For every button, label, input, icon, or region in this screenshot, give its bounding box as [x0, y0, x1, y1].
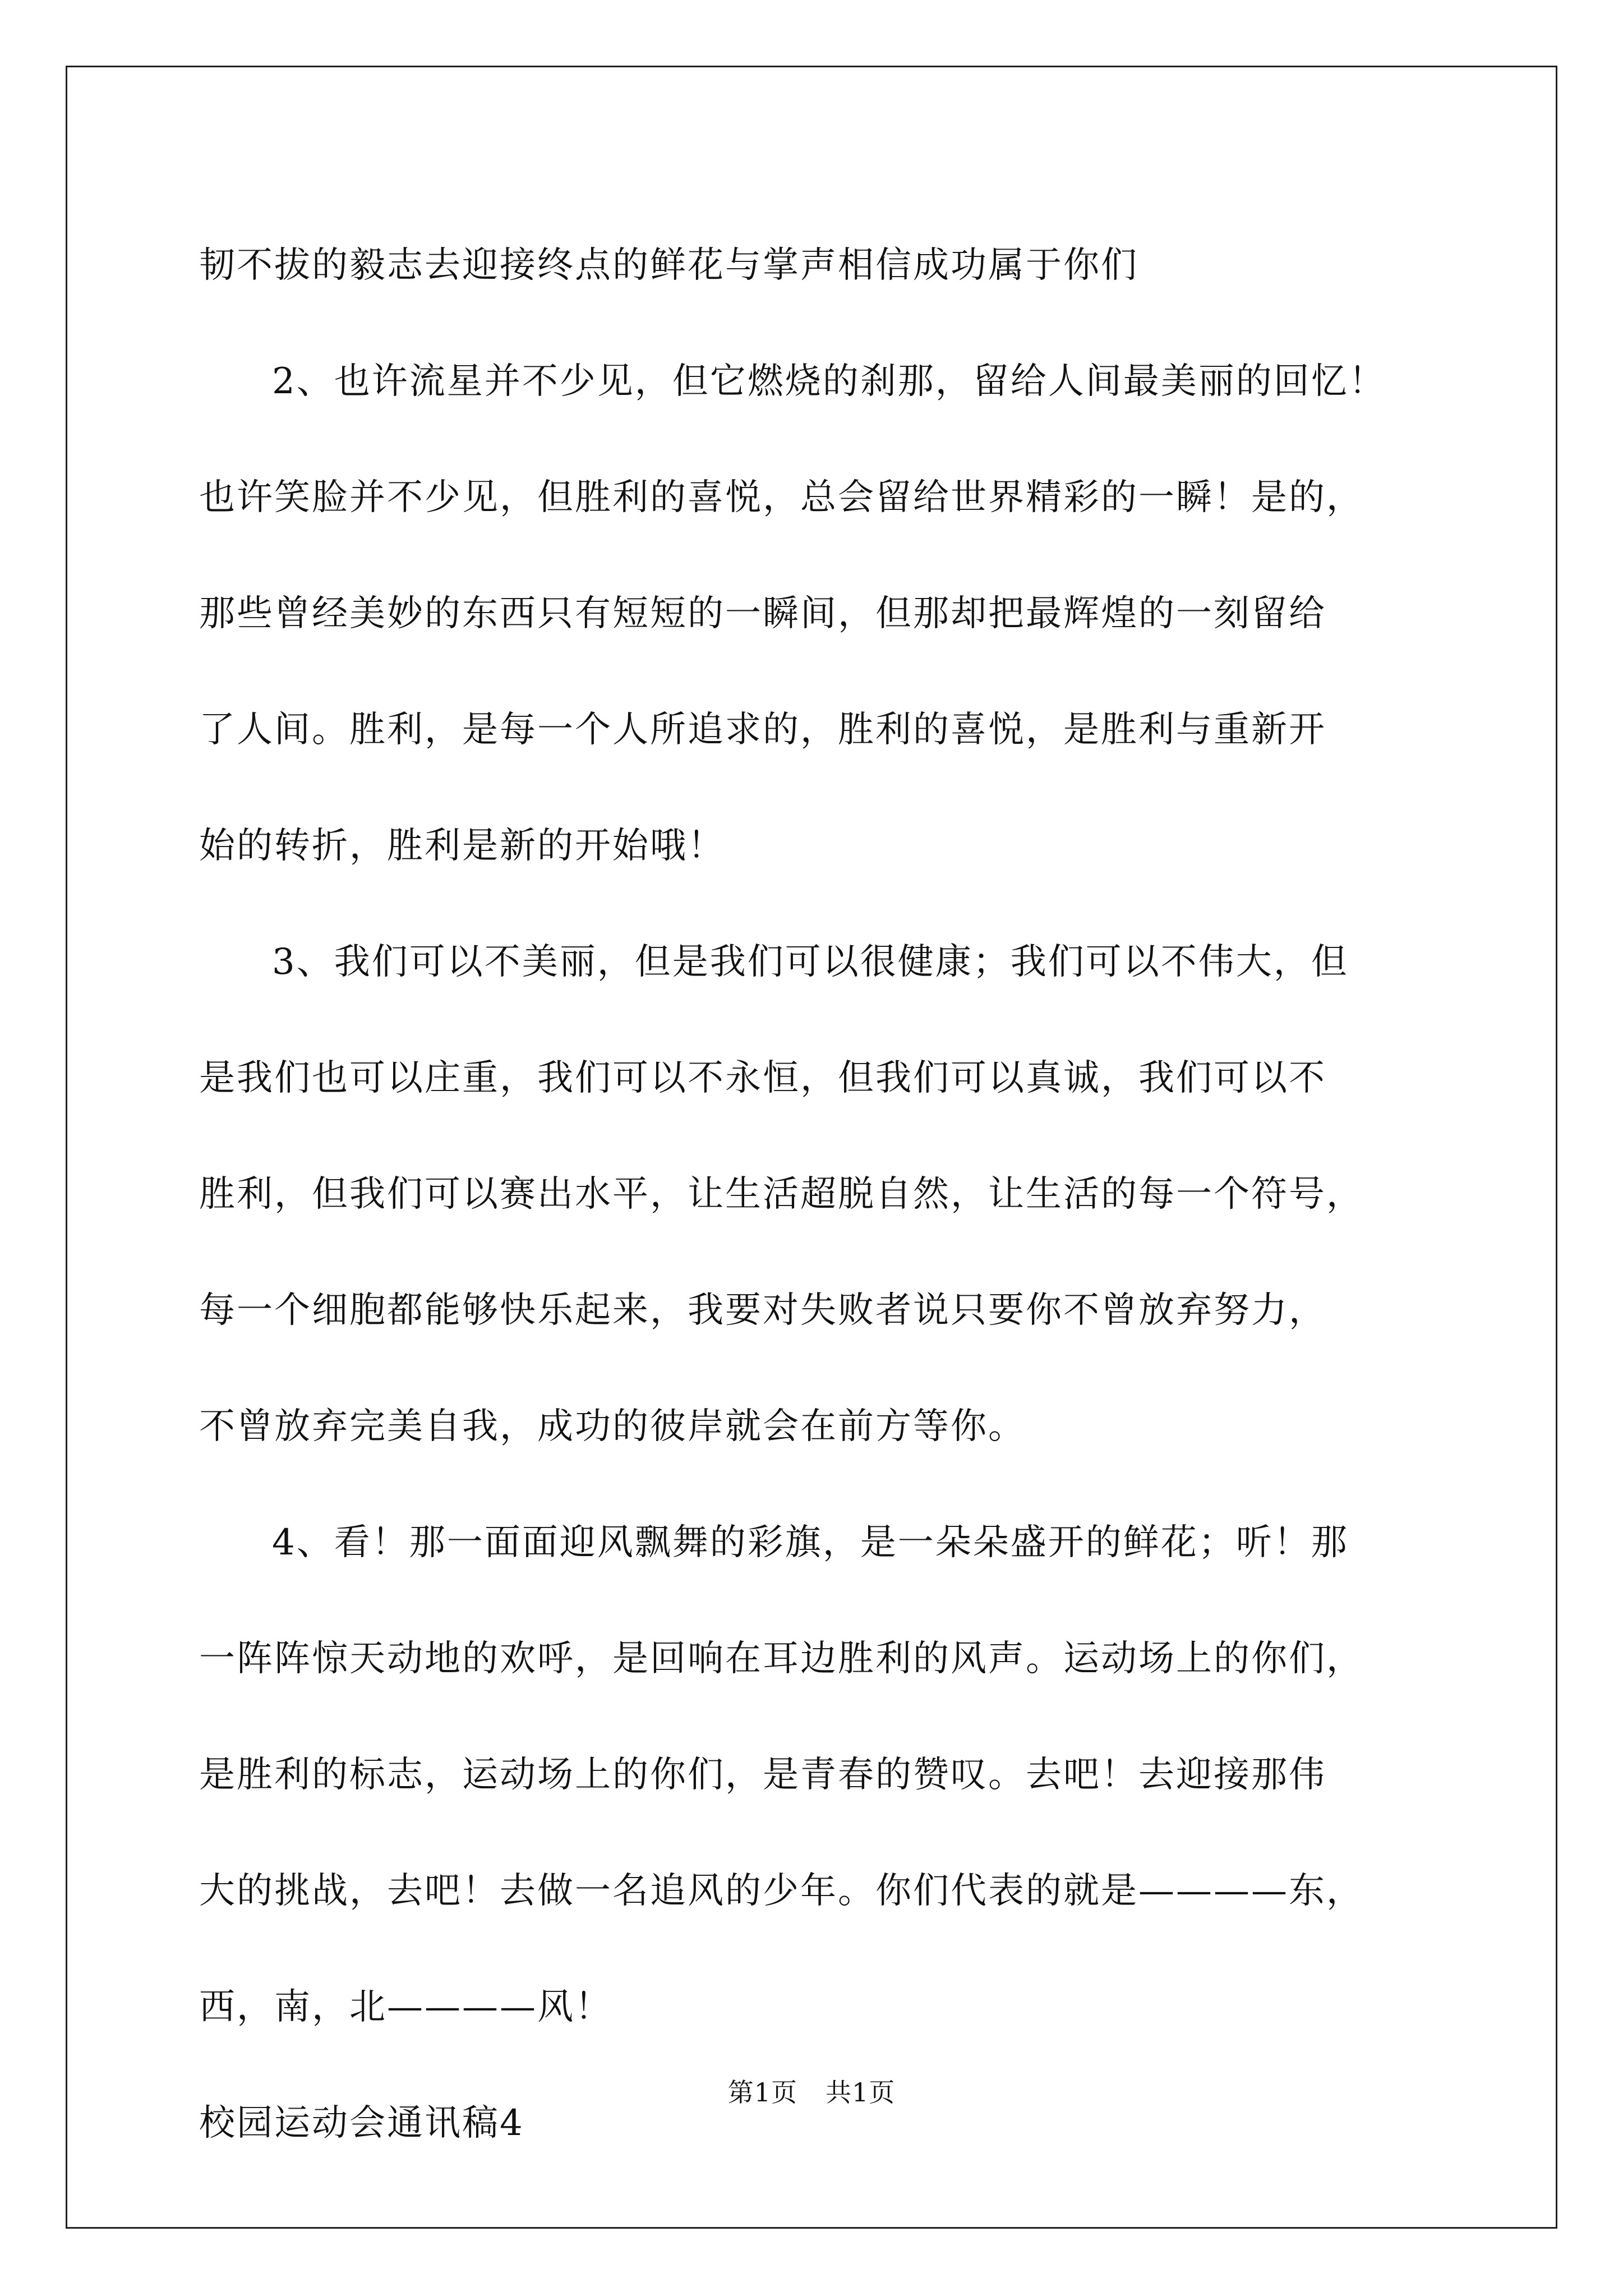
document-body	[199, 208, 1444, 2182]
text-line: 始的转折，胜利是新的开始哦！	[199, 825, 725, 867]
page-number-current: 第1页	[727, 2077, 797, 2108]
text-line: 了人间。胜利，是每一个人所追求的，胜利的喜悦，是胜利与重新开	[199, 709, 1326, 751]
section-heading: 校园运动会通讯稿4	[199, 2102, 524, 2144]
text-line: 韧不拔的毅志去迎接终点的鲜花与掌声相信成功属于你们	[199, 245, 1138, 286]
text-line: 也许笑脸并不少见，但胜利的喜悦，总会留给世界精彩的一瞬！是的，	[199, 477, 1364, 518]
text-line: 一阵阵惊天动地的欢呼，是回响在耳边胜利的风声。运动场上的你们，	[199, 1638, 1364, 1680]
text-line: 每一个细胞都能够快乐起来，我要对失败者说只要你不曾放弃努力，	[199, 1290, 1326, 1331]
text-line: 西，南，北————风！	[199, 1986, 612, 2028]
text-line: 大的挑战，去吧！去做一名追风的少年。你们代表的就是————东，	[199, 1870, 1364, 1912]
text-line: 胜利，但我们可以赛出水平，让生活超脱自然，让生活的每一个符号，	[199, 1174, 1364, 1215]
page-number-total: 共1页	[826, 2077, 896, 2108]
text-line: 是胜利的标志，运动场上的你们，是青春的赞叹。去吧！去迎接那伟	[199, 1754, 1326, 1796]
text-line: 3、我们可以不美丽，但是我们可以很健康；我们可以不伟大，但	[272, 941, 1349, 983]
text-line: 2、也许流星并不少见，但它燃烧的刹那，留给人间最美丽的回忆！	[272, 361, 1386, 402]
text-line: 4、看！那一面面迎风飘舞的彩旗，是一朵朵盛开的鲜花；听！那	[272, 1522, 1349, 1563]
page-footer	[0, 2076, 1623, 2109]
text-line: 是我们也可以庄重，我们可以不永恒，但我们可以真诚，我们可以不	[199, 1057, 1326, 1099]
text-line: 那些曾经美妙的东西只有短短的一瞬间，但那却把最辉煌的一刻留给	[199, 593, 1326, 634]
text-line: 不曾放弃完美自我，成功的彼岸就会在前方等你。	[199, 1406, 1026, 1447]
